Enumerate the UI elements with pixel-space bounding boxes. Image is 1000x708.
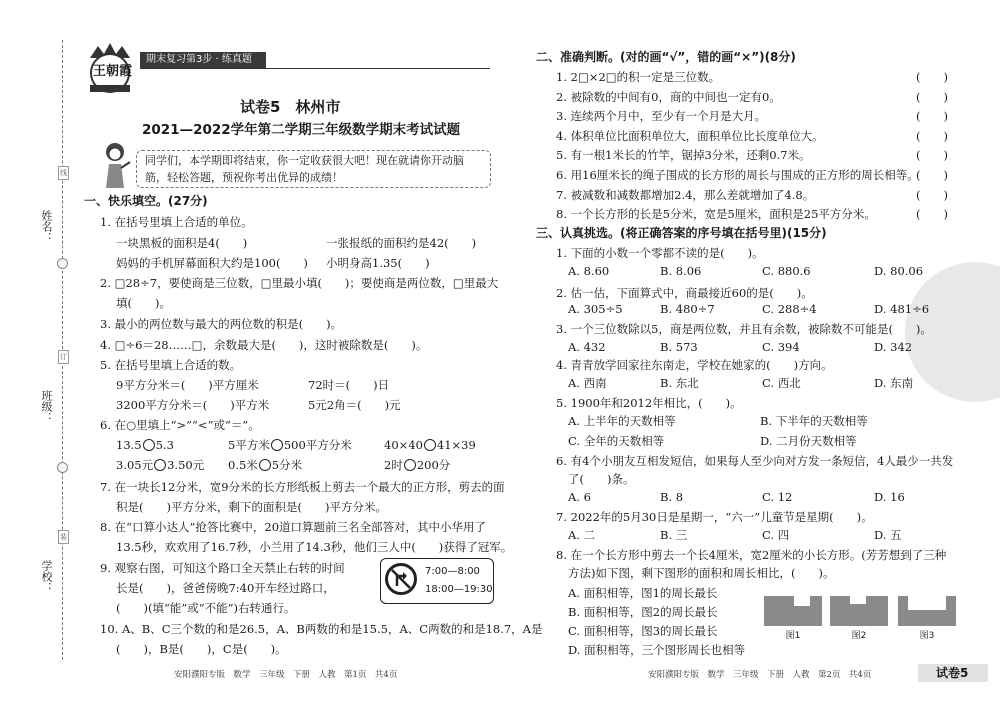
s3-option[interactable]: A. 305÷5 [568, 302, 623, 316]
s2-answer-paren[interactable]: ( ) [916, 148, 948, 163]
s2-item-7: 7. 被减数和减数都增加2.4，那么差就增加了4.8。 [556, 187, 815, 202]
s1-q5c: 3200平方分米＝( )平方米 [116, 398, 270, 412]
figure-3 [898, 596, 956, 626]
s2-answer-paren[interactable]: ( ) [916, 168, 948, 182]
compare-circle[interactable] [404, 459, 416, 471]
s2-item-5: 5. 有一根1米长的竹竿，锯掉3分米，还剩0.7米。 [556, 148, 811, 163]
s3-option[interactable]: B. 下半年的天数相等 [760, 414, 868, 428]
compare-circle[interactable] [259, 459, 271, 471]
header-rule [140, 68, 490, 69]
s3-option[interactable]: C. 全年的天数相等 [568, 434, 665, 448]
s3-option[interactable]: D. 481÷6 [874, 302, 930, 316]
name-label: 姓名： [40, 210, 53, 243]
s2-item-3: 3. 连续两个月中，至少有一个月是大月。 [556, 109, 767, 124]
brand-logo [84, 40, 136, 94]
s3-q1: 1. 下面的小数一个零都不读的是( )。 [556, 246, 764, 260]
s1-q9a: 9. 观察右图，可知这个路口全天禁止右转的时间 [100, 561, 345, 575]
brand-name: 王朝霞 [93, 64, 133, 79]
s3-option[interactable]: C. 880.6 [762, 264, 811, 278]
s3-q6a: 6. 有4个小朋友互相发短信，如果每人至少向对方发一条短信，4人最少一共发 [556, 454, 954, 468]
s3-option[interactable]: B. 573 [660, 340, 698, 354]
school-label: 学校： [40, 560, 53, 593]
paper-title: 试卷5 林州市 [240, 98, 341, 116]
s2-answer-paren[interactable]: ( ) [916, 128, 948, 143]
s3-option[interactable]: C. 西北 [762, 376, 801, 390]
s3-option[interactable]: A. 上半年的天数相等 [568, 414, 676, 428]
s3-option[interactable]: C. 12 [762, 490, 793, 504]
s1-q9c: ( )(填“能”或“不能”)右转通行。 [116, 601, 296, 615]
s1-q6-row2-a: 3.05元 3.50元 [116, 458, 205, 472]
s3-option[interactable]: A. 二 [568, 528, 596, 542]
section2-heading: 二、准确判断。(对的画“√”，错的画“×”)(8分) [536, 50, 796, 64]
class-label: 班级： [40, 390, 53, 423]
s2-item-2: 2. 被除数的中间有0，商的中间也一定有0。 [556, 89, 781, 104]
header-step: 期末复习第3步 · 练真题 [140, 52, 266, 68]
s3-q5: 5. 1900年和2012年相比，( )。 [556, 396, 742, 410]
s1-q5: 5. 在括号里填上合适的数。 [100, 358, 242, 372]
s1-q6-row1-b: 5平方米 500平方分米 [228, 438, 352, 452]
s1-q1a: 一块黑板的面积是4( ) [116, 236, 248, 250]
s1-q6-row2-b: 0.5米 5分米 [228, 458, 303, 472]
s3-q2: 2. 估一估，下面算式中，商最接近60的是( )。 [556, 286, 813, 300]
s2-answer-paren[interactable]: ( ) [916, 89, 948, 104]
s1-q5a: 9平方分米＝( )平方厘米 [116, 378, 259, 392]
footer-right: 安阳濮阳专版 数学 三年级 下册 人教 第2页 共4页 [648, 670, 872, 680]
figure-1-label: 图1 [785, 631, 801, 641]
s1-q9b: 长是( )，爸爸傍晚7:40开车经过路口， [116, 581, 335, 595]
compare-circle[interactable] [154, 459, 166, 471]
s3-q6b: 了( )条。 [568, 472, 635, 486]
compare-circle[interactable] [271, 439, 283, 451]
figure-3-label: 图3 [919, 631, 935, 641]
s2-answer-paren[interactable]: ( ) [916, 207, 948, 222]
binding-mark-line: 线 [58, 166, 69, 180]
s1-q6: 6. 在○里填上“>”“<”或“＝”。 [100, 418, 260, 432]
figure-2-label: 图2 [851, 631, 867, 641]
s3-option[interactable]: B. 480÷7 [660, 302, 715, 316]
s1-q3: 3. 最小的两位数与最大的两位数的积是( )。 [100, 317, 343, 331]
footer-tag: 试卷5 [936, 666, 969, 680]
paper-subtitle: 2021—2022学年第二学期三年级数学期末考试试题 [142, 122, 461, 138]
s1-q1c: 妈妈的手机屏幕面积大约是100( ) [116, 256, 308, 270]
s3-option[interactable]: B. 东北 [660, 376, 699, 390]
s3-option[interactable]: A. 6 [568, 490, 591, 504]
s1-q2a: 2. □28÷7，要使商是三位数，□里最小填( )；要使商是两位数，□里最大 [100, 276, 499, 290]
binding-mark-ding: 订 [58, 350, 69, 364]
s1-q10b: ( )，B是( )，C是( )。 [116, 642, 287, 656]
s3-option[interactable]: A. 8.60 [568, 264, 610, 278]
s1-q10a: 10. A、B、C三个数的和是26.5，A、B两数的和是15.5，A、C两数的和是18.7，A是 [100, 622, 543, 636]
s1-q7b: 积是( )平方分米，剩下的面积是( )平方分米。 [116, 500, 387, 514]
s1-q6-row2-c: 2时 200分 [384, 458, 451, 472]
s3-option[interactable]: D. 东南 [874, 376, 914, 390]
s3-option[interactable]: C. 面积相等，图3的周长最长 [568, 624, 718, 638]
sign-time-2: 18:00—19:30 [425, 584, 493, 595]
s2-item-6: 6. 用16厘米长的绳子围成的长方形的周长与围成的正方形的周长相等。 [556, 168, 919, 182]
intro-box: 同学们，本学期即将结束，你一定收获很大吧！现在就请你开动脑筋，轻松答题，预祝你考出优异的成绩！ [136, 150, 491, 188]
s1-q6-row1-a: 13.5 5.3 [116, 438, 174, 452]
s3-option[interactable]: A. 432 [568, 340, 606, 354]
s1-q1b: 一张报纸的面积约是42( ) [326, 236, 477, 250]
s1-q8a: 8. 在“口算小达人”抢答比赛中，20道口算题前三名全部答对，其中小华用了 [100, 520, 487, 534]
s1-q4: 4. □÷6＝28……□，余数最大是( )，这时被除数是( )。 [100, 338, 428, 352]
s3-option[interactable]: B. 8.06 [660, 264, 702, 278]
s3-q8a: 8. 在一个长方形中剪去一个长4厘米，宽2厘米的小长方形。(芳芳想到了三种 [556, 548, 947, 562]
section3-heading: 三、认真挑选。(将正确答案的序号填在括号里)(15分) [536, 226, 827, 240]
compare-circle[interactable] [143, 439, 155, 451]
s2-item-4: 4. 体积单位比面积单位大，面积单位比长度单位大。 [556, 128, 824, 143]
s2-item-1: 1. 2□×2□的积一定是三位数。 [556, 70, 721, 84]
s1-q8b: 13.5秒，欢欢用了16.7秒，小兰用了14.3秒，他们三人中( )获得了冠军。 [116, 540, 513, 554]
figure-1 [764, 596, 822, 626]
s3-option[interactable]: D. 五 [874, 528, 902, 542]
s2-answer-paren[interactable]: ( ) [916, 70, 948, 84]
footer-left: 安阳濮阳专版 数学 三年级 下册 人教 第1页 共4页 [174, 670, 398, 680]
s3-option[interactable]: D. 80.06 [874, 264, 924, 278]
s3-option[interactable]: D. 342 [874, 340, 913, 354]
compare-circle[interactable] [424, 439, 436, 451]
s3-option[interactable]: B. 面积相等，图2的周长最长 [568, 605, 718, 619]
section1-heading: 一、快乐填空。(27分) [84, 194, 208, 208]
s2-item-8: 8. 一个长方形的长是5分米，宽是5厘米，面积是25平方分米。 [556, 207, 876, 222]
s1-q7a: 7. 在一块长12分米，宽9分米的长方形纸板上剪去一个最大的正方形，剪去的面 [100, 480, 505, 494]
girl-illustration [98, 140, 132, 190]
s1-q5d: 5元2角＝( )元 [308, 398, 401, 412]
binding-hole [57, 258, 68, 269]
s3-option[interactable]: C. 394 [762, 340, 800, 354]
s3-q7: 7. 2022年的5月30日是星期一，“六一”儿童节是星期( )。 [556, 510, 873, 524]
s3-option[interactable]: C. 四 [762, 528, 790, 542]
s3-q3: 3. 一个三位数除以5，商是两位数，并且有余数，被除数不可能是( )。 [556, 322, 932, 336]
s3-q8b: 方法)如下图，剩下图形的面积和周长相比，( )。 [568, 566, 835, 580]
binding-mark-zhuang: 装 [58, 530, 69, 544]
s2-answer-paren[interactable]: ( ) [916, 109, 948, 124]
s3-option[interactable]: B. 8 [660, 490, 684, 504]
s1-q2b: 填( )。 [116, 296, 171, 310]
s3-option[interactable]: A. 面积相等，图1的周长最长 [568, 586, 718, 600]
figure-2 [830, 596, 888, 626]
s3-q4: 4. 青青放学回家往东南走，学校在她家的( )方向。 [556, 358, 833, 372]
s1-q5b: 72时＝( )日 [308, 378, 390, 392]
s3-option[interactable]: D. 16 [874, 490, 905, 504]
s3-option[interactable]: A. 西南 [568, 376, 607, 390]
sign-time-1: 7:00—8:00 [425, 566, 480, 577]
s1-q1d: 小明身高1.35( ) [326, 256, 430, 270]
s1-q6-row1-c: 40×40 41×39 [384, 438, 476, 452]
s1-q1: 1. 在括号里填上合适的单位。 [100, 215, 253, 229]
s3-option[interactable]: D. 二月份天数相等 [760, 434, 857, 448]
no-right-turn-icon [385, 563, 417, 595]
s3-option[interactable]: D. 面积相等，三个图形周长也相等 [568, 643, 746, 657]
binding-hole [57, 462, 68, 473]
s2-answer-paren[interactable]: ( ) [916, 187, 948, 202]
s3-option[interactable]: B. 三 [660, 528, 688, 542]
s3-option[interactable]: C. 288÷4 [762, 302, 817, 316]
